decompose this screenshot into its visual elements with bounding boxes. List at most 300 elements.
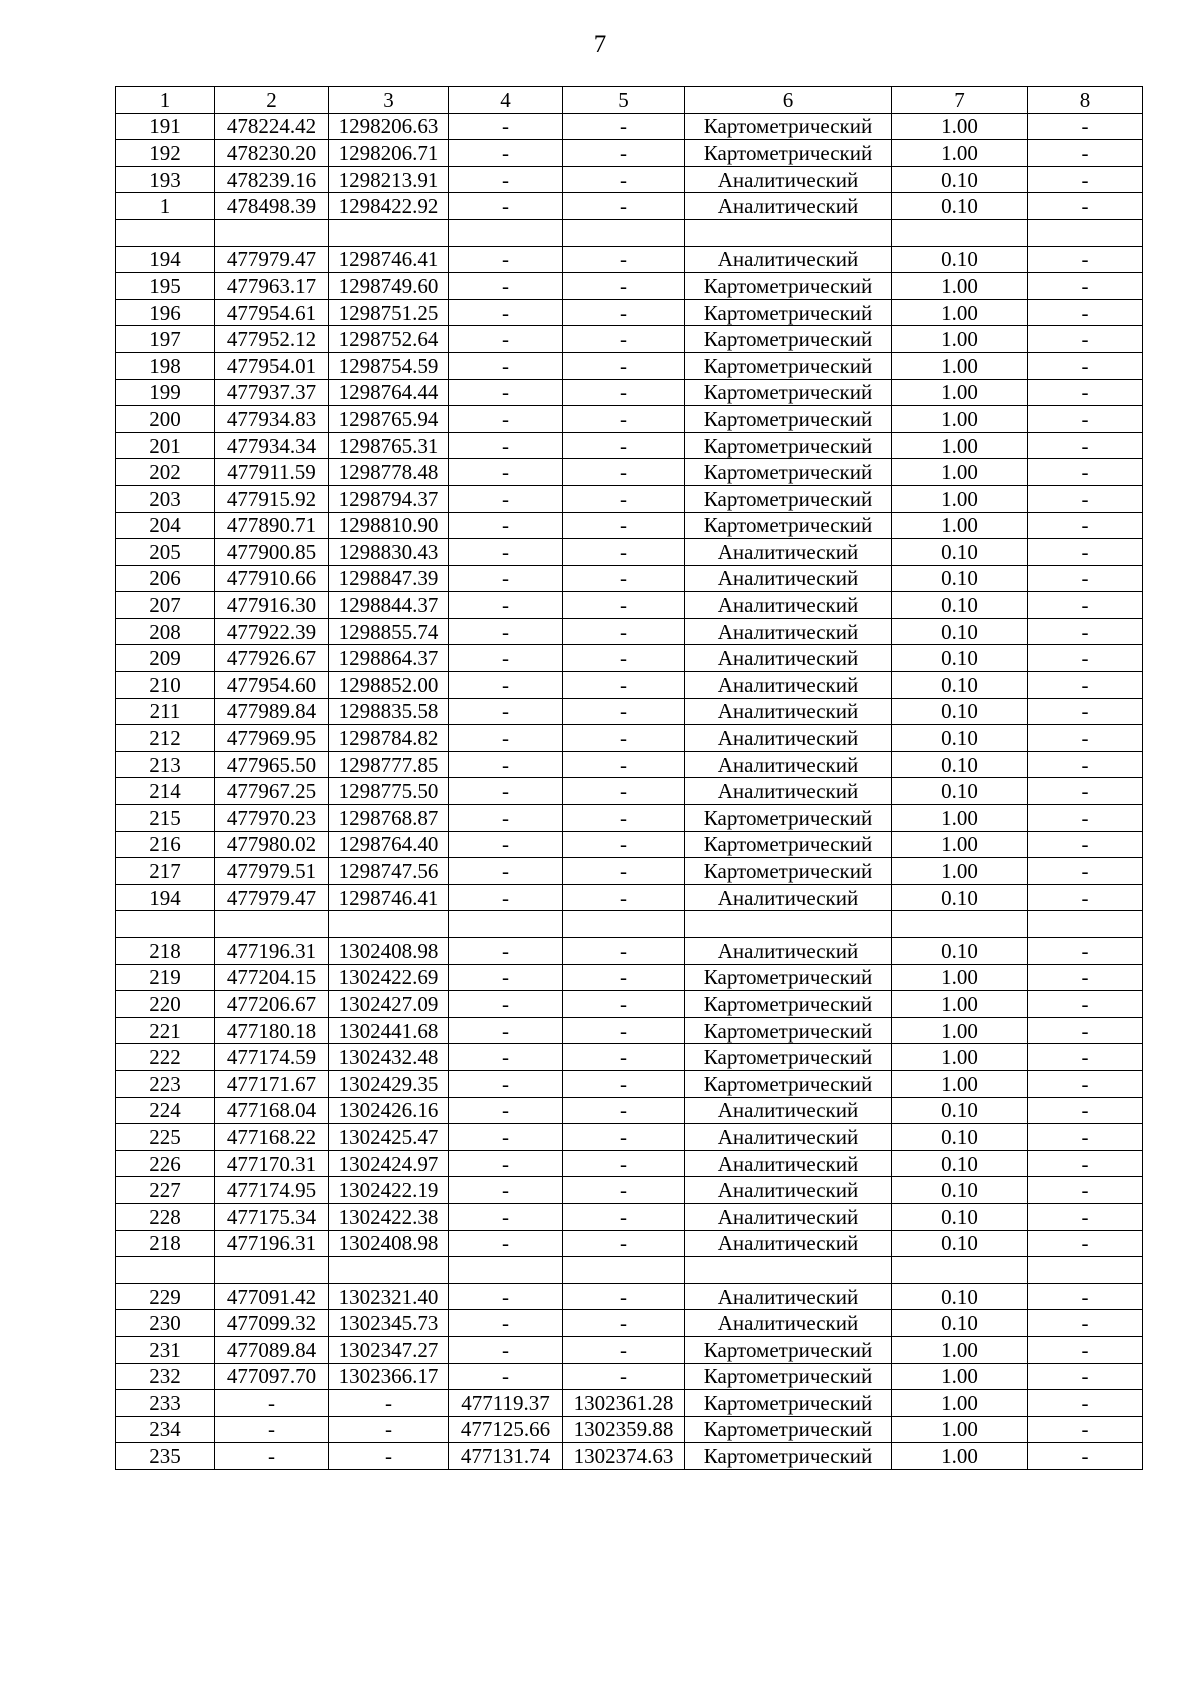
table-header-row [116, 87, 1143, 114]
y-coordinate-alt-cell: - [563, 1203, 685, 1230]
y-coordinate-alt-cell: - [563, 352, 685, 379]
x-coordinate-cell: - [215, 1390, 329, 1417]
x-coordinate-cell: 477954.01 [215, 352, 329, 379]
method-cell: Картометрический [685, 432, 892, 459]
x-coordinate-cell: 477170.31 [215, 1150, 329, 1177]
y-coordinate-cell: 1302427.09 [329, 991, 449, 1018]
x-coordinate-cell: 477954.60 [215, 672, 329, 699]
accuracy-cell: 0.10 [892, 1230, 1028, 1257]
accuracy-cell: 0.10 [892, 565, 1028, 592]
x-coordinate-cell: 477099.32 [215, 1310, 329, 1337]
method-cell: Картометрический [685, 459, 892, 486]
table-row [116, 193, 1143, 220]
method-cell: Картометрический [685, 858, 892, 885]
table-row [116, 751, 1143, 778]
y-coordinate-cell: 1298752.64 [329, 326, 449, 353]
table-row [116, 273, 1143, 300]
accuracy-cell: 1.00 [892, 1416, 1028, 1443]
y-coordinate-alt-cell: - [563, 140, 685, 167]
notes-cell: - [1028, 725, 1143, 752]
column-header-2: 2 [215, 87, 329, 114]
method-cell: Аналитический [685, 645, 892, 672]
x-coordinate-cell: 477168.04 [215, 1097, 329, 1124]
y-coordinate-cell: 1302408.98 [329, 1230, 449, 1257]
notes-cell [1028, 911, 1143, 938]
y-coordinate-cell: 1298213.91 [329, 166, 449, 193]
accuracy-cell: 0.10 [892, 166, 1028, 193]
x-coordinate-cell: 477979.47 [215, 246, 329, 273]
notes-cell: - [1028, 1177, 1143, 1204]
x-coordinate-cell: 477206.67 [215, 991, 329, 1018]
accuracy-cell: 0.10 [892, 1283, 1028, 1310]
method-cell: Картометрический [685, 299, 892, 326]
coordinates-table [115, 86, 1143, 1470]
notes-cell: - [1028, 512, 1143, 539]
table-row [116, 1150, 1143, 1177]
table-row [116, 113, 1143, 140]
point-number-cell: 203 [116, 485, 215, 512]
table-row [116, 1097, 1143, 1124]
x-coordinate-cell: 477196.31 [215, 1230, 329, 1257]
point-number-cell: 229 [116, 1283, 215, 1310]
notes-cell: - [1028, 1150, 1143, 1177]
accuracy-cell: 1.00 [892, 991, 1028, 1018]
x-coordinate-alt-cell: - [449, 938, 563, 965]
method-cell: Аналитический [685, 618, 892, 645]
accuracy-cell [892, 219, 1028, 246]
x-coordinate-cell: - [215, 1416, 329, 1443]
method-cell: Картометрический [685, 273, 892, 300]
x-coordinate-cell: 478230.20 [215, 140, 329, 167]
point-number-cell: 219 [116, 964, 215, 991]
y-coordinate-cell: 1298864.37 [329, 645, 449, 672]
notes-cell: - [1028, 246, 1143, 273]
method-cell: Картометрический [685, 326, 892, 353]
table-row [116, 805, 1143, 832]
x-coordinate-alt-cell: - [449, 406, 563, 433]
x-coordinate-cell: 477097.70 [215, 1363, 329, 1390]
x-coordinate-cell: 477934.83 [215, 406, 329, 433]
notes-cell: - [1028, 1203, 1143, 1230]
y-coordinate-alt-cell: - [563, 485, 685, 512]
x-coordinate-cell: 477970.23 [215, 805, 329, 832]
y-coordinate-cell: 1298764.44 [329, 379, 449, 406]
method-cell: Аналитический [685, 193, 892, 220]
x-coordinate-cell: 477969.95 [215, 725, 329, 752]
table-row [116, 778, 1143, 805]
notes-cell: - [1028, 539, 1143, 566]
method-cell: Картометрический [685, 1363, 892, 1390]
point-number-cell: 205 [116, 539, 215, 566]
table-separator-row [116, 219, 1143, 246]
x-coordinate-alt-cell: - [449, 805, 563, 832]
point-number-cell: 215 [116, 805, 215, 832]
y-coordinate-cell: 1298778.48 [329, 459, 449, 486]
table-row [116, 326, 1143, 353]
table-row [116, 459, 1143, 486]
notes-cell: - [1028, 698, 1143, 725]
y-coordinate-cell: 1302345.73 [329, 1310, 449, 1337]
point-number-cell: 218 [116, 938, 215, 965]
accuracy-cell: 1.00 [892, 512, 1028, 539]
x-coordinate-alt-cell: - [449, 1336, 563, 1363]
method-cell: Картометрический [685, 406, 892, 433]
accuracy-cell: 1.00 [892, 273, 1028, 300]
notes-cell: - [1028, 805, 1143, 832]
table-row [116, 725, 1143, 752]
x-coordinate-cell: 477926.67 [215, 645, 329, 672]
y-coordinate-alt-cell: - [563, 565, 685, 592]
point-number-cell: 233 [116, 1390, 215, 1417]
accuracy-cell: 1.00 [892, 140, 1028, 167]
method-cell [685, 1257, 892, 1284]
notes-cell: - [1028, 1283, 1143, 1310]
y-coordinate-alt-cell: 1302374.63 [563, 1443, 685, 1470]
point-number-cell: 194 [116, 884, 215, 911]
x-coordinate-cell: 477965.50 [215, 751, 329, 778]
table-row [116, 406, 1143, 433]
x-coordinate-cell [215, 911, 329, 938]
y-coordinate-cell: 1298847.39 [329, 565, 449, 592]
point-number-cell: 197 [116, 326, 215, 353]
table-row [116, 1390, 1143, 1417]
point-number-cell: 199 [116, 379, 215, 406]
x-coordinate-cell: 477915.92 [215, 485, 329, 512]
method-cell: Картометрический [685, 1017, 892, 1044]
point-number-cell: 198 [116, 352, 215, 379]
y-coordinate-alt-cell: - [563, 618, 685, 645]
x-coordinate-alt-cell: - [449, 459, 563, 486]
y-coordinate-cell: 1298830.43 [329, 539, 449, 566]
point-number-cell: 194 [116, 246, 215, 273]
method-cell: Картометрический [685, 1044, 892, 1071]
table-separator-row [116, 911, 1143, 938]
y-coordinate-cell: 1302425.47 [329, 1124, 449, 1151]
notes-cell: - [1028, 1310, 1143, 1337]
column-header-8: 8 [1028, 87, 1143, 114]
y-coordinate-cell: 1302441.68 [329, 1017, 449, 1044]
method-cell: Аналитический [685, 698, 892, 725]
method-cell: Аналитический [685, 1097, 892, 1124]
x-coordinate-cell: 477989.84 [215, 698, 329, 725]
y-coordinate-alt-cell: - [563, 1363, 685, 1390]
y-coordinate-cell: 1302424.97 [329, 1150, 449, 1177]
method-cell: Аналитический [685, 592, 892, 619]
point-number-cell: 195 [116, 273, 215, 300]
y-coordinate-alt-cell: - [563, 406, 685, 433]
method-cell: Аналитический [685, 1283, 892, 1310]
point-number-cell [116, 219, 215, 246]
y-coordinate-alt-cell: - [563, 991, 685, 1018]
y-coordinate-alt-cell: - [563, 805, 685, 832]
notes-cell: - [1028, 858, 1143, 885]
notes-cell: - [1028, 113, 1143, 140]
point-number-cell: 221 [116, 1017, 215, 1044]
y-coordinate-alt-cell: - [563, 1310, 685, 1337]
y-coordinate-cell: 1302426.16 [329, 1097, 449, 1124]
notes-cell [1028, 219, 1143, 246]
accuracy-cell: 1.00 [892, 1363, 1028, 1390]
accuracy-cell: 1.00 [892, 379, 1028, 406]
point-number-cell: 220 [116, 991, 215, 1018]
point-number-cell: 232 [116, 1363, 215, 1390]
notes-cell: - [1028, 991, 1143, 1018]
y-coordinate-cell: 1298764.40 [329, 831, 449, 858]
method-cell: Аналитический [685, 1310, 892, 1337]
y-coordinate-alt-cell: - [563, 1150, 685, 1177]
notes-cell: - [1028, 1390, 1143, 1417]
accuracy-cell: 1.00 [892, 964, 1028, 991]
x-coordinate-cell: 477937.37 [215, 379, 329, 406]
x-coordinate-cell [215, 1257, 329, 1284]
x-coordinate-alt-cell: - [449, 113, 563, 140]
y-coordinate-cell: 1298747.56 [329, 858, 449, 885]
x-coordinate-alt-cell [449, 911, 563, 938]
x-coordinate-alt-cell: - [449, 1150, 563, 1177]
column-header-7: 7 [892, 87, 1028, 114]
table-row [116, 299, 1143, 326]
y-coordinate-alt-cell: - [563, 858, 685, 885]
point-number-cell: 204 [116, 512, 215, 539]
table-body [116, 87, 1143, 1470]
point-number-cell: 226 [116, 1150, 215, 1177]
x-coordinate-alt-cell: - [449, 884, 563, 911]
y-coordinate-alt-cell: - [563, 1017, 685, 1044]
accuracy-cell: 1.00 [892, 406, 1028, 433]
point-number-cell: 235 [116, 1443, 215, 1470]
y-coordinate-cell: 1302422.69 [329, 964, 449, 991]
method-cell: Аналитический [685, 778, 892, 805]
point-number-cell: 223 [116, 1070, 215, 1097]
table-row [116, 672, 1143, 699]
method-cell: Аналитический [685, 1177, 892, 1204]
y-coordinate-alt-cell: - [563, 1070, 685, 1097]
method-cell: Картометрический [685, 1336, 892, 1363]
notes-cell: - [1028, 485, 1143, 512]
accuracy-cell: 0.10 [892, 725, 1028, 752]
table-row [116, 140, 1143, 167]
y-coordinate-alt-cell: - [563, 751, 685, 778]
accuracy-cell: 0.10 [892, 193, 1028, 220]
method-cell: Картометрический [685, 805, 892, 832]
notes-cell: - [1028, 379, 1143, 406]
x-coordinate-cell: 477963.17 [215, 273, 329, 300]
y-coordinate-alt-cell [563, 911, 685, 938]
table-row [116, 379, 1143, 406]
x-coordinate-cell: 477196.31 [215, 938, 329, 965]
point-number-cell: 213 [116, 751, 215, 778]
accuracy-cell: 1.00 [892, 805, 1028, 832]
x-coordinate-alt-cell: - [449, 1230, 563, 1257]
y-coordinate-cell: 1298810.90 [329, 512, 449, 539]
accuracy-cell: 0.10 [892, 539, 1028, 566]
y-coordinate-cell: 1298746.41 [329, 884, 449, 911]
y-coordinate-cell: 1298746.41 [329, 246, 449, 273]
y-coordinate-alt-cell: - [563, 512, 685, 539]
accuracy-cell: 0.10 [892, 1177, 1028, 1204]
y-coordinate-alt-cell: - [563, 539, 685, 566]
method-cell: Картометрический [685, 512, 892, 539]
x-coordinate-alt-cell: - [449, 698, 563, 725]
x-coordinate-alt-cell: - [449, 512, 563, 539]
x-coordinate-alt-cell: - [449, 964, 563, 991]
point-number-cell: 206 [116, 565, 215, 592]
notes-cell: - [1028, 964, 1143, 991]
x-coordinate-alt-cell [449, 1257, 563, 1284]
method-cell [685, 911, 892, 938]
x-coordinate-alt-cell: - [449, 1044, 563, 1071]
x-coordinate-alt-cell: - [449, 1124, 563, 1151]
x-coordinate-alt-cell: - [449, 326, 563, 353]
table-row [116, 698, 1143, 725]
notes-cell: - [1028, 1070, 1143, 1097]
x-coordinate-alt-cell: - [449, 778, 563, 805]
method-cell: Картометрический [685, 485, 892, 512]
accuracy-cell: 0.10 [892, 1310, 1028, 1337]
point-number-cell: 210 [116, 672, 215, 699]
point-number-cell: 228 [116, 1203, 215, 1230]
point-number-cell: 234 [116, 1416, 215, 1443]
method-cell: Картометрический [685, 991, 892, 1018]
point-number-cell: 202 [116, 459, 215, 486]
table-row [116, 1283, 1143, 1310]
y-coordinate-cell: 1298765.31 [329, 432, 449, 459]
point-number-cell: 196 [116, 299, 215, 326]
x-coordinate-cell: 477175.34 [215, 1203, 329, 1230]
accuracy-cell: 1.00 [892, 831, 1028, 858]
point-number-cell: 208 [116, 618, 215, 645]
method-cell: Аналитический [685, 1230, 892, 1257]
table-row [116, 1044, 1143, 1071]
y-coordinate-alt-cell: - [563, 672, 685, 699]
accuracy-cell: 0.10 [892, 592, 1028, 619]
method-cell: Картометрический [685, 113, 892, 140]
accuracy-cell: 1.00 [892, 459, 1028, 486]
notes-cell: - [1028, 618, 1143, 645]
accuracy-cell: 0.10 [892, 938, 1028, 965]
table-row [116, 1336, 1143, 1363]
method-cell: Аналитический [685, 1203, 892, 1230]
y-coordinate-cell: 1298794.37 [329, 485, 449, 512]
accuracy-cell: 1.00 [892, 1017, 1028, 1044]
y-coordinate-cell: - [329, 1443, 449, 1470]
y-coordinate-alt-cell: - [563, 592, 685, 619]
y-coordinate-cell: 1298751.25 [329, 299, 449, 326]
table-row [116, 1230, 1143, 1257]
point-number-cell: 222 [116, 1044, 215, 1071]
notes-cell: - [1028, 1017, 1143, 1044]
method-cell: Аналитический [685, 166, 892, 193]
table-row [116, 1177, 1143, 1204]
notes-cell: - [1028, 1097, 1143, 1124]
notes-cell: - [1028, 459, 1143, 486]
accuracy-cell: 1.00 [892, 299, 1028, 326]
y-coordinate-cell [329, 911, 449, 938]
y-coordinate-cell: 1302432.48 [329, 1044, 449, 1071]
method-cell [685, 219, 892, 246]
x-coordinate-cell: 478224.42 [215, 113, 329, 140]
y-coordinate-alt-cell: - [563, 938, 685, 965]
point-number-cell: 1 [116, 193, 215, 220]
point-number-cell: 231 [116, 1336, 215, 1363]
notes-cell: - [1028, 884, 1143, 911]
notes-cell [1028, 1257, 1143, 1284]
x-coordinate-alt-cell: - [449, 645, 563, 672]
method-cell: Аналитический [685, 539, 892, 566]
x-coordinate-cell: 477204.15 [215, 964, 329, 991]
column-header-6: 6 [685, 87, 892, 114]
x-coordinate-alt-cell: - [449, 193, 563, 220]
table-row [116, 858, 1143, 885]
point-number-cell: 214 [116, 778, 215, 805]
point-number-cell: 201 [116, 432, 215, 459]
y-coordinate-alt-cell: - [563, 645, 685, 672]
accuracy-cell: 0.10 [892, 884, 1028, 911]
notes-cell: - [1028, 1044, 1143, 1071]
y-coordinate-alt-cell: - [563, 379, 685, 406]
point-number-cell: 230 [116, 1310, 215, 1337]
x-coordinate-alt-cell: - [449, 1017, 563, 1044]
x-coordinate-cell: 477967.25 [215, 778, 329, 805]
accuracy-cell: 1.00 [892, 485, 1028, 512]
y-coordinate-alt-cell: - [563, 1097, 685, 1124]
accuracy-cell: 1.00 [892, 113, 1028, 140]
x-coordinate-cell: 477916.30 [215, 592, 329, 619]
y-coordinate-cell: 1298765.94 [329, 406, 449, 433]
method-cell: Картометрический [685, 140, 892, 167]
y-coordinate-alt-cell: - [563, 964, 685, 991]
y-coordinate-cell: 1302347.27 [329, 1336, 449, 1363]
accuracy-cell: 1.00 [892, 1390, 1028, 1417]
y-coordinate-alt-cell: - [563, 1177, 685, 1204]
y-coordinate-cell: 1298852.00 [329, 672, 449, 699]
y-coordinate-cell: 1298784.82 [329, 725, 449, 752]
table-row [116, 964, 1143, 991]
y-coordinate-cell: 1298844.37 [329, 592, 449, 619]
x-coordinate-cell: 477890.71 [215, 512, 329, 539]
y-coordinate-cell: 1298206.63 [329, 113, 449, 140]
x-coordinate-alt-cell: - [449, 485, 563, 512]
x-coordinate-alt-cell [449, 219, 563, 246]
y-coordinate-cell [329, 1257, 449, 1284]
accuracy-cell: 1.00 [892, 1336, 1028, 1363]
y-coordinate-alt-cell: - [563, 1336, 685, 1363]
table-row [116, 246, 1143, 273]
point-number-cell: 200 [116, 406, 215, 433]
y-coordinate-alt-cell: - [563, 299, 685, 326]
notes-cell: - [1028, 326, 1143, 353]
y-coordinate-alt-cell: - [563, 273, 685, 300]
point-number-cell: 209 [116, 645, 215, 672]
x-coordinate-alt-cell: - [449, 352, 563, 379]
x-coordinate-cell: 477934.34 [215, 432, 329, 459]
y-coordinate-alt-cell: - [563, 1230, 685, 1257]
method-cell: Аналитический [685, 938, 892, 965]
notes-cell: - [1028, 1363, 1143, 1390]
x-coordinate-cell: 477952.12 [215, 326, 329, 353]
point-number-cell [116, 1257, 215, 1284]
notes-cell: - [1028, 831, 1143, 858]
x-coordinate-cell: 477171.67 [215, 1070, 329, 1097]
x-coordinate-cell: 477922.39 [215, 618, 329, 645]
notes-cell: - [1028, 592, 1143, 619]
table-row [116, 1443, 1143, 1470]
y-coordinate-alt-cell: - [563, 166, 685, 193]
y-coordinate-cell: 1298777.85 [329, 751, 449, 778]
table-row [116, 592, 1143, 619]
x-coordinate-alt-cell: - [449, 140, 563, 167]
table-row [116, 1124, 1143, 1151]
